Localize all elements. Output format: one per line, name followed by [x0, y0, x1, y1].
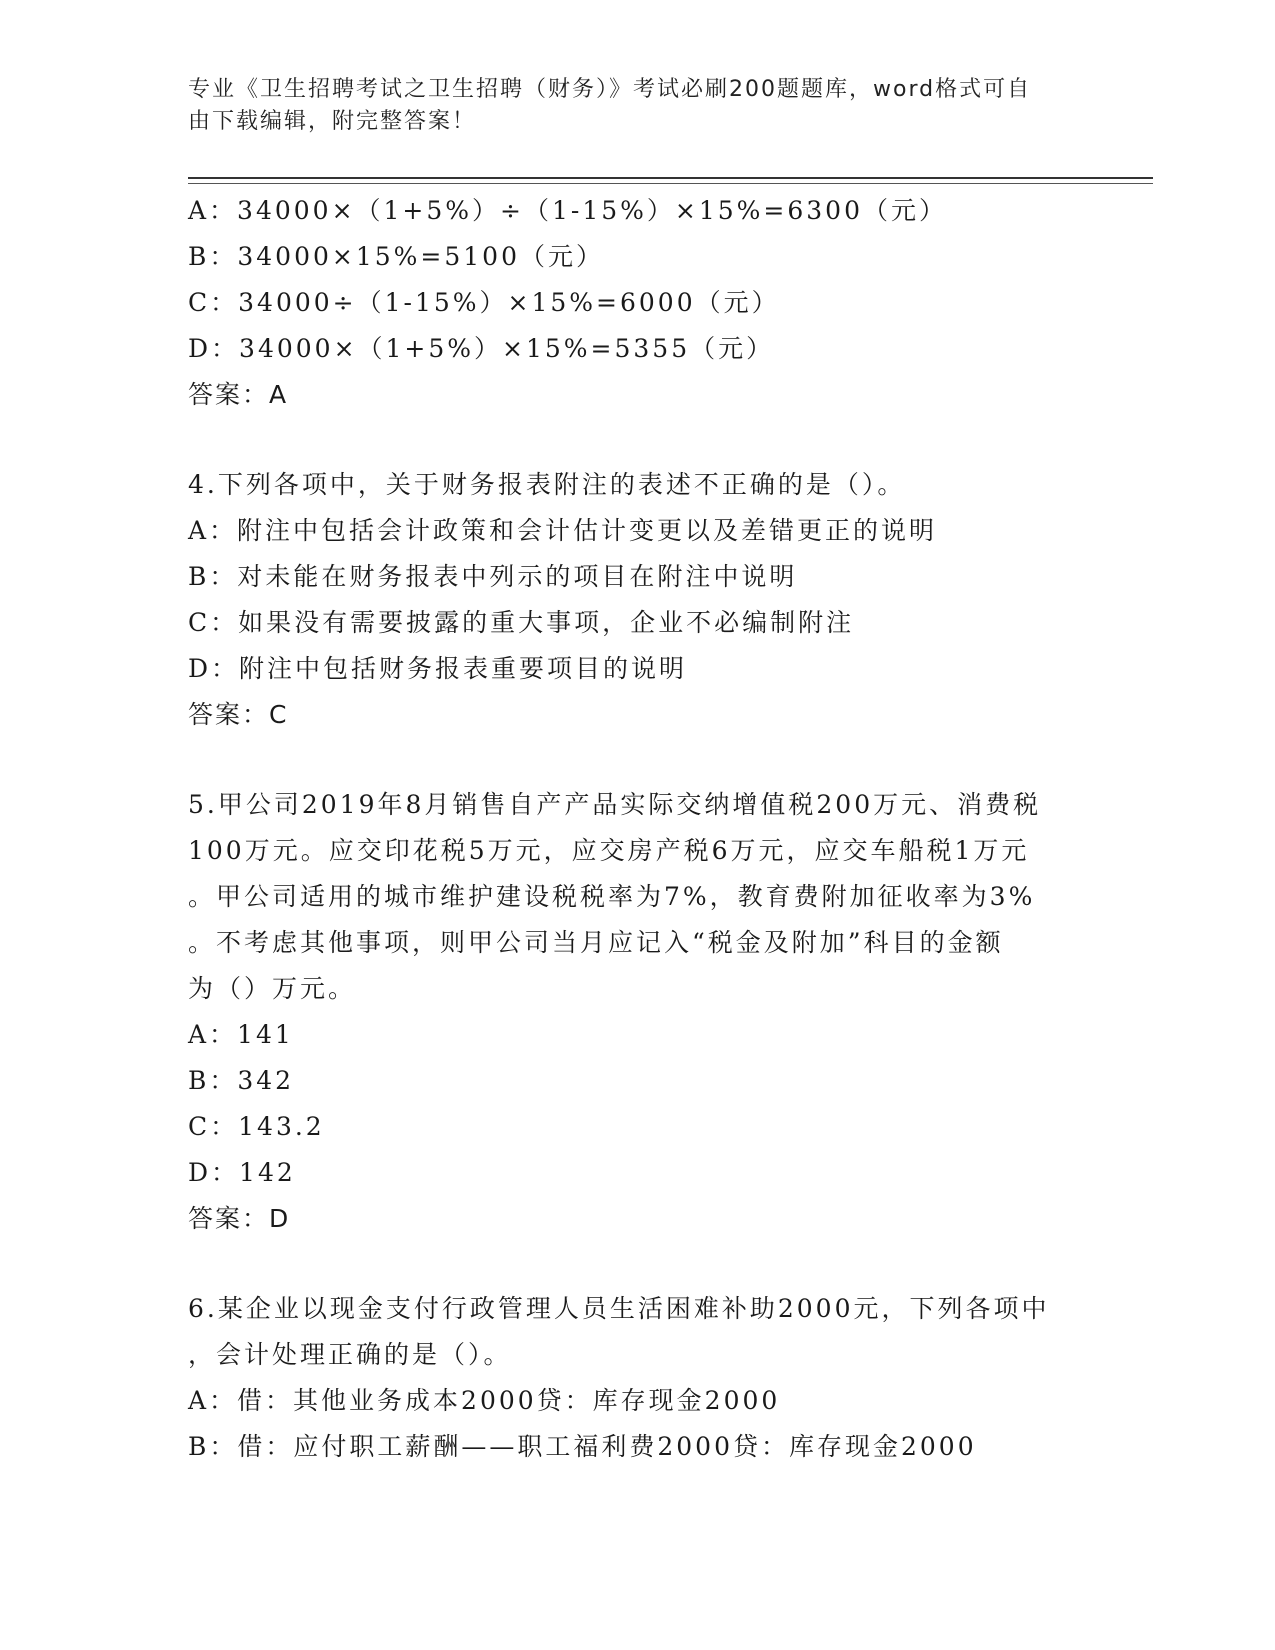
q5-stem-line-1: 5.甲公司2019年8月销售自产产品实际交纳增值税200万元、消费税 — [188, 790, 1042, 819]
document-header — [188, 74, 1068, 138]
q3-option-a: A：34000×（1+5%）÷（1-15%）×15%=6300（元） — [188, 196, 947, 225]
q5-option-a: A：141 — [188, 1020, 294, 1049]
q6-stem-line-2: ，会计处理正确的是（）。 — [188, 1340, 512, 1369]
header-divider-thick — [188, 177, 1153, 179]
q5-option-b: B：342 — [188, 1066, 295, 1095]
q5-answer: 答案：D — [188, 1204, 291, 1233]
spacer — [188, 1242, 1088, 1286]
q3-option-b: B：34000×15%=5100（元） — [188, 242, 604, 271]
q6-stem-line-1: 6.某企业以现金支付行政管理人员生活困难补助2000元，下列各项中 — [188, 1294, 1050, 1323]
q4-option-c: C：如果没有需要披露的重大事项，企业不必编制附注 — [188, 608, 855, 637]
q5-option-c: C：143.2 — [188, 1112, 325, 1141]
q4-option-d: D：附注中包括财务报表重要项目的说明 — [188, 654, 688, 683]
q6-option-a: A：借：其他业务成本2000贷：库存现金2000 — [188, 1386, 781, 1415]
question-5 — [188, 782, 1088, 1242]
header-divider-thin — [188, 183, 1153, 184]
q5-stem-line-4: 。不考虑其他事项，则甲公司当月应记入“税金及附加”科目的金额 — [188, 928, 1004, 957]
q5-stem-line-3: 。甲公司适用的城市维护建设税税率为7%，教育费附加征收率为3% — [188, 882, 1036, 911]
q4-stem: 4.下列各项中，关于财务报表附注的表述不正确的是（）。 — [188, 470, 906, 499]
q4-option-a: A：附注中包括会计政策和会计估计变更以及差错更正的说明 — [188, 516, 938, 545]
question-4 — [188, 462, 1088, 738]
header-line-1: 专业《卫生招聘考试之卫生招聘（财务）》考试必刷200题题库，word格式可自 — [188, 77, 1032, 102]
q3-option-c: C：34000÷（1-15%）×15%=6000（元） — [188, 288, 780, 317]
spacer — [188, 418, 1088, 462]
header-line-2: 由下载编辑，附完整答案！ — [188, 109, 477, 134]
q3-option-d: D：34000×（1+5%）×15%=5355（元） — [188, 334, 775, 363]
question-3 — [188, 188, 1088, 418]
question-6 — [188, 1286, 1088, 1470]
q6-option-b: B：借：应付职工薪酬——职工福利费2000贷：库存现金2000 — [188, 1432, 977, 1461]
q5-stem-line-2: 100万元。应交印花税5万元，应交房产税6万元，应交车船税1万元 — [188, 836, 1030, 865]
q5-option-d: D：142 — [188, 1158, 296, 1187]
q4-answer: 答案：C — [188, 700, 289, 729]
q4-option-b: B：对未能在财务报表中列示的项目在附注中说明 — [188, 562, 798, 591]
spacer — [188, 738, 1088, 782]
q3-answer: 答案：A — [188, 380, 289, 409]
q5-stem-line-5: 为（）万元。 — [188, 974, 357, 1003]
question-list — [188, 188, 1088, 1470]
